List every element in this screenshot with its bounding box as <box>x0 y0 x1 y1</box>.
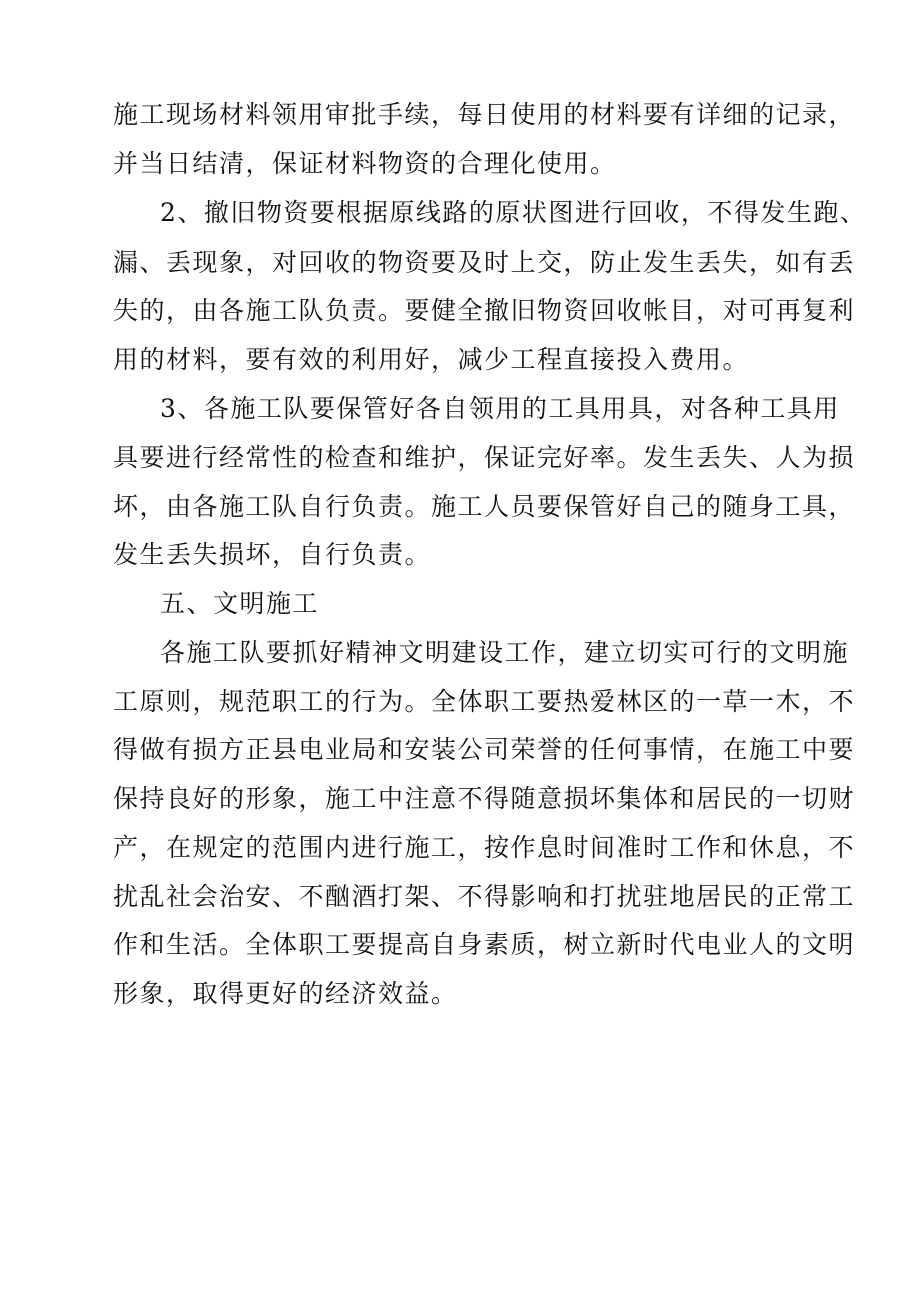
text-line: 3、各施工队要保管好各自领用的工具用具，对各种工具用 <box>160 394 840 423</box>
text-line: 产，在规定的范围内进行施工，按作息时间准时工作和休息，不 <box>113 833 856 862</box>
text-line: 施工现场材料领用审批手续，每日使用的材料要有详细的记录， <box>113 100 856 129</box>
text-line: 工原则，规范职工的行为。全体职工要热爱林区的一草一木，不 <box>113 687 856 716</box>
text-line: 并当日结清，保证材料物资的合理化使用。 <box>113 149 617 178</box>
text-line: 用的材料，要有效的利用好，减少工程直接投入费用。 <box>113 345 750 374</box>
text-line: 失的，由各施工队负责。要健全撤旧物资回收帐目，对可再复利 <box>113 296 856 325</box>
text-line: 得做有损方正县电业局和安装公司荣誉的任何事情，在施工中要 <box>113 735 856 764</box>
text-line: 具要进行经常性的检查和维护，保证完好率。发生丢失、人为损 <box>113 443 856 472</box>
text-line: 保持良好的形象，施工中注意不得随意损坏集体和居民的一切财 <box>113 784 856 813</box>
text-line: 2、撤旧物资要根据原线路的原状图进行回收，不得发生跑、 <box>160 198 867 227</box>
text-line: 发生丢失损坏，自行负责。 <box>113 540 432 569</box>
text-line: 坏，由各施工队自行负责。施工人员要保管好自己的随身工具， <box>113 492 856 521</box>
text-line: 各施工队要抓好精神文明建设工作，建立切实可行的文明施 <box>160 638 850 667</box>
text-line: 漏、丢现象，对回收的物资要及时上交，防止发生丢失，如有丢 <box>113 248 856 277</box>
section-heading: 五、文明施工 <box>160 589 320 618</box>
text-line: 形象，取得更好的经济效益。 <box>113 979 458 1008</box>
text-line: 作和生活。全体职工要提高自身素质，树立新时代电业人的文明 <box>113 930 856 959</box>
text-line: 扰乱社会治安、不酗酒打架、不得影响和打扰驻地居民的正常工 <box>113 882 856 911</box>
